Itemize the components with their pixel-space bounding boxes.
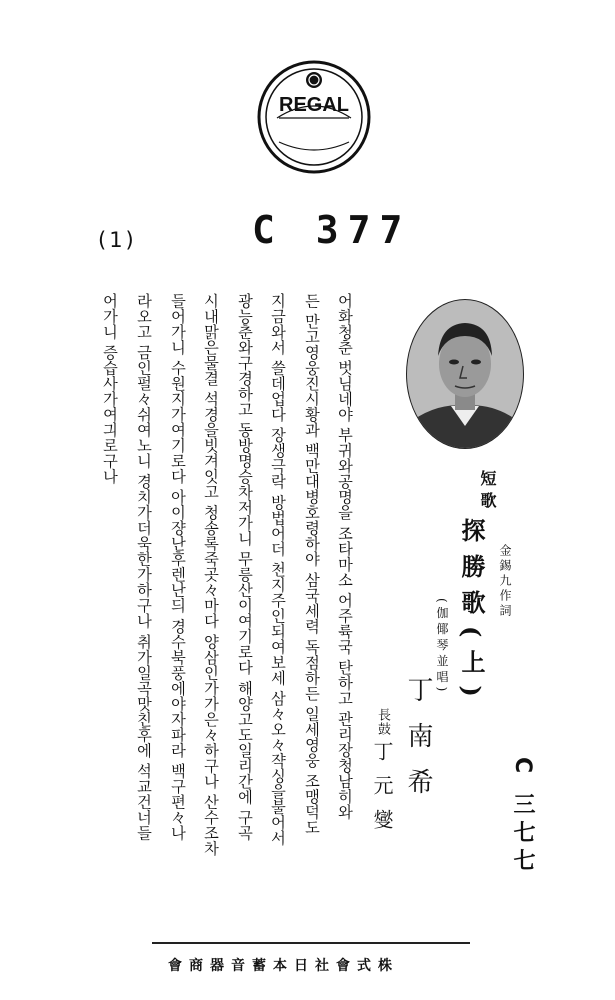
record-number: C 377 [252,208,412,252]
regal-logo [255,58,373,176]
genre-label: 短歌 [478,470,497,514]
lyric-line: 광능춘와구경하고 동방명승차저가니 무릉산이여기로다 해양고도일리간에 구곡 [236,293,254,841]
lyric-line: 들어가니 수원지가여기로다 아이쟝난후렌난듸 경수북풍에야자파라 백구편々나 [169,293,187,841]
singer-name: 丁南希 [403,676,433,814]
singer-portrait [405,298,525,450]
accompaniment-note: (伽倻琴並唱) [435,598,449,696]
song-title: 探勝歌(上) [457,518,486,709]
logo-text: REGAL [279,94,349,116]
drummer-name: 丁元燮 [370,741,394,844]
lyric-line: 든 만고영웅진시황과 백만대병호령하야 삼국세력 독점하든 일세영웅 조맹덕도 [303,293,321,836]
lyric-line: 라오고 금인펄々쉬여노니 경치가더욱한가하구나 취가일곡맛친후에 석교건너들 [135,293,153,841]
company-name: 株式會社日本蓄音器商會 [168,958,399,974]
drummer-label: 長鼓 [375,708,390,736]
lyric-line: 어가니 증습사가여긔로구나 [101,293,119,485]
catalog-number-kanji: C 三七七 [510,757,535,877]
drummer-credit [368,708,397,843]
page-number: (1) [98,228,137,252]
lyric-line: 지금와서 쓸데업다 장생극락 방법어더 천지주인되여보세 삼々오々쟉싱을불어서 [269,293,287,846]
lyric-line: 시내맑은물결 석경을빗겨잇고 청송록죽곳々마다 양삼인가가은々하구나 산수조차 [202,293,220,857]
footer-divider [152,942,470,944]
lyricist-credit: 金錫九作詞 [498,544,512,619]
lyric-line: 어화청춘 벗님네야 부귀와공명을 조타마소 어주륙국 탄하고 관리장청남히와 [336,293,354,820]
